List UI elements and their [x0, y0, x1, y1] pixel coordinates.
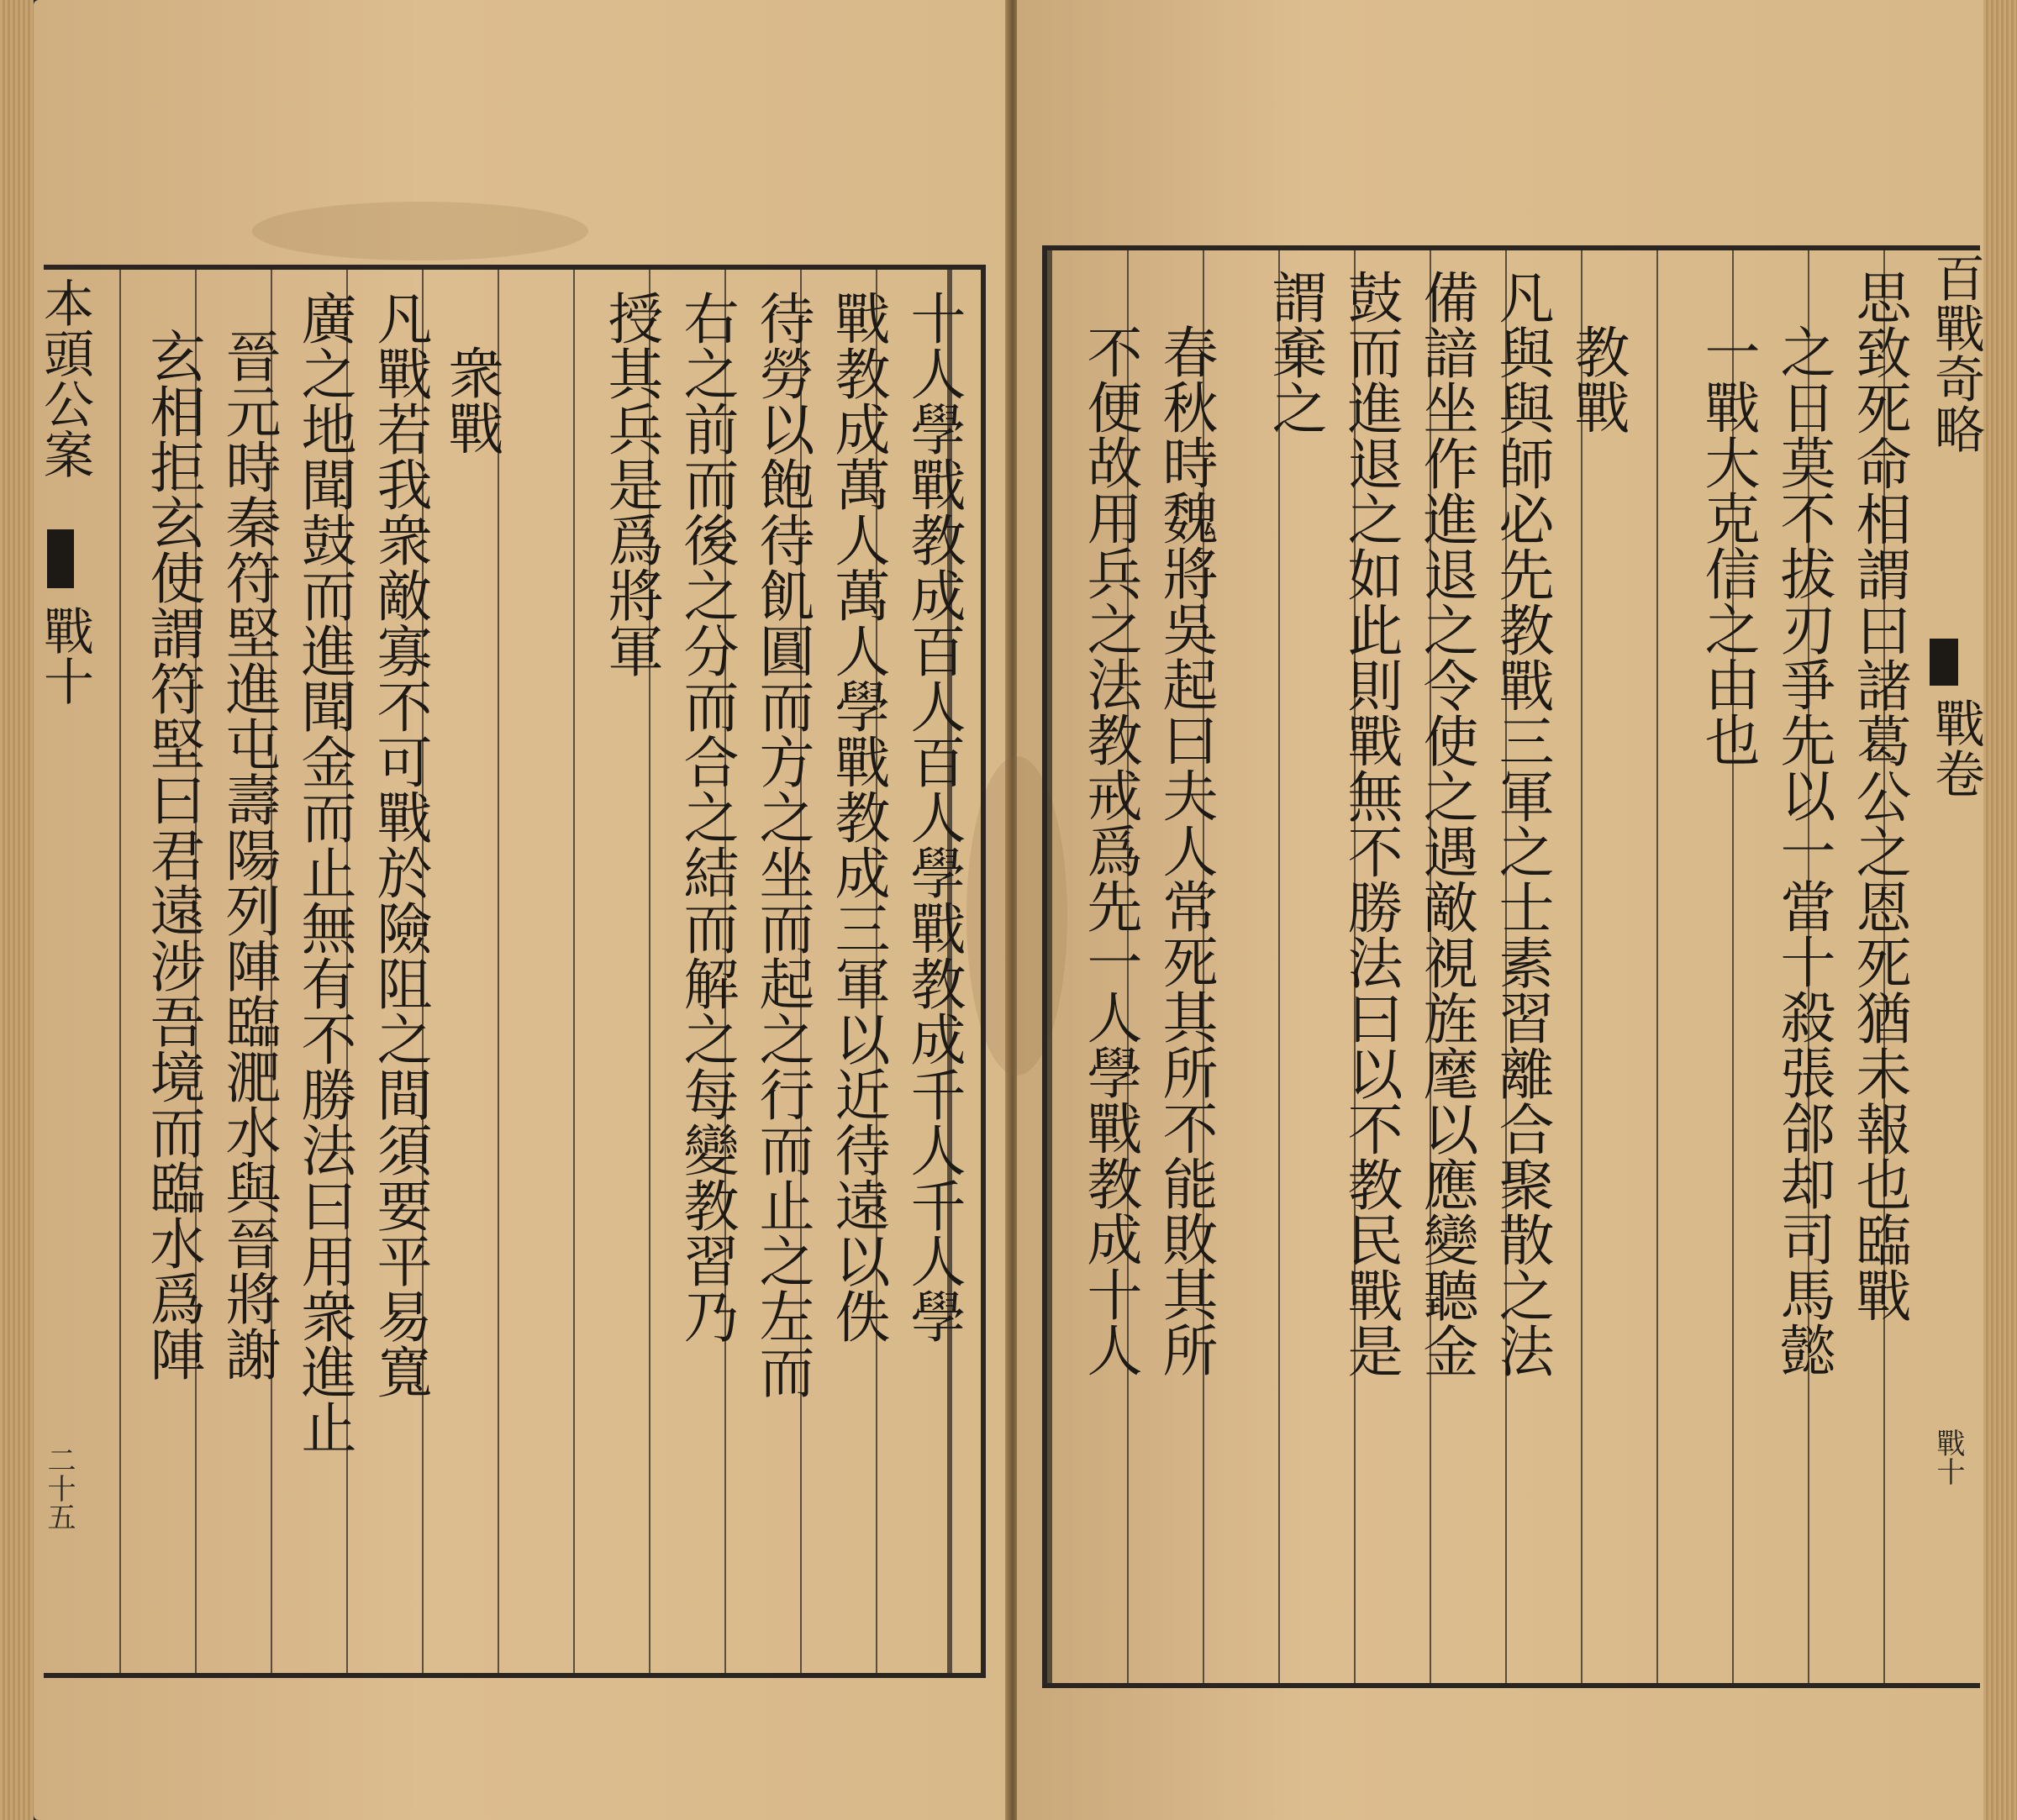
- section-heading: 教戰: [1565, 323, 1630, 434]
- text-column: 鼓而進退之如此則戰無不勝法曰以不教民戰是: [1338, 269, 1403, 1378]
- text-column: 春秋時魏將吳起曰夫人常死其所不能敗其所: [1153, 323, 1218, 1377]
- right-folio: 戰十: [1931, 1428, 1965, 1486]
- text-column: 凡戰若我衆敵寡不可戰於險阻之間須要平易寬: [367, 290, 432, 1399]
- text-column: 不便故用兵之法教戒爲先一人學戰教成十人: [1077, 323, 1142, 1377]
- text-column: 右之前而後之分而合之結而解之每變教習乃: [674, 290, 739, 1344]
- fishtail-mark: [47, 529, 74, 588]
- paper-stain: [252, 202, 588, 260]
- right-header-title: 百戰奇略: [1926, 252, 1985, 454]
- text-column: 謂棄之: [1262, 269, 1327, 435]
- text-column: 玄相拒玄使謂符堅曰君遠涉吾境而臨水爲陣: [140, 328, 205, 1381]
- left-header-subtitle: 戰十: [35, 605, 94, 706]
- text-column: 戰教成萬人萬人學戰教成三軍以近待遠以佚: [825, 290, 890, 1344]
- fishtail-mark: [1930, 639, 1958, 686]
- left-header-title: 本頭公案: [35, 277, 94, 479]
- text-column: 待勞以飽待飢圓而方之坐而起之行而止之左而: [750, 290, 814, 1399]
- text-column: 十人學戰教成百人百人學戰教成千人千人學: [901, 290, 966, 1344]
- section-heading: 衆戰: [439, 345, 503, 455]
- text-column: 一戰大克信之由也: [1695, 323, 1760, 767]
- left-folio: 二十五: [42, 1445, 76, 1531]
- text-column: 晉元時秦符堅進屯壽陽列陣臨淝水與晉將謝: [216, 328, 281, 1381]
- text-column: 之日莫不拔刃爭先以一當十殺張郃却司馬懿: [1771, 323, 1835, 1377]
- right-page-edge: [1983, 0, 2017, 1820]
- left-page-edge: [0, 0, 34, 1820]
- text-column: 思致死命相謂曰諸葛公之恩死猶未報也臨戰: [1846, 269, 1911, 1323]
- text-column: 廣之地聞鼓而進聞金而止無有不勝法曰用衆進止: [292, 290, 356, 1454]
- text-column: 凡與與師必先教戰三軍之士素習離合聚散之法: [1489, 269, 1554, 1378]
- text-column: 授其兵是爲將軍: [598, 290, 663, 678]
- text-column: 備諳坐作進退之令使之遇敵視旌麾以應變聽金: [1414, 269, 1478, 1378]
- right-header-subtitle: 戰卷: [1926, 697, 1985, 798]
